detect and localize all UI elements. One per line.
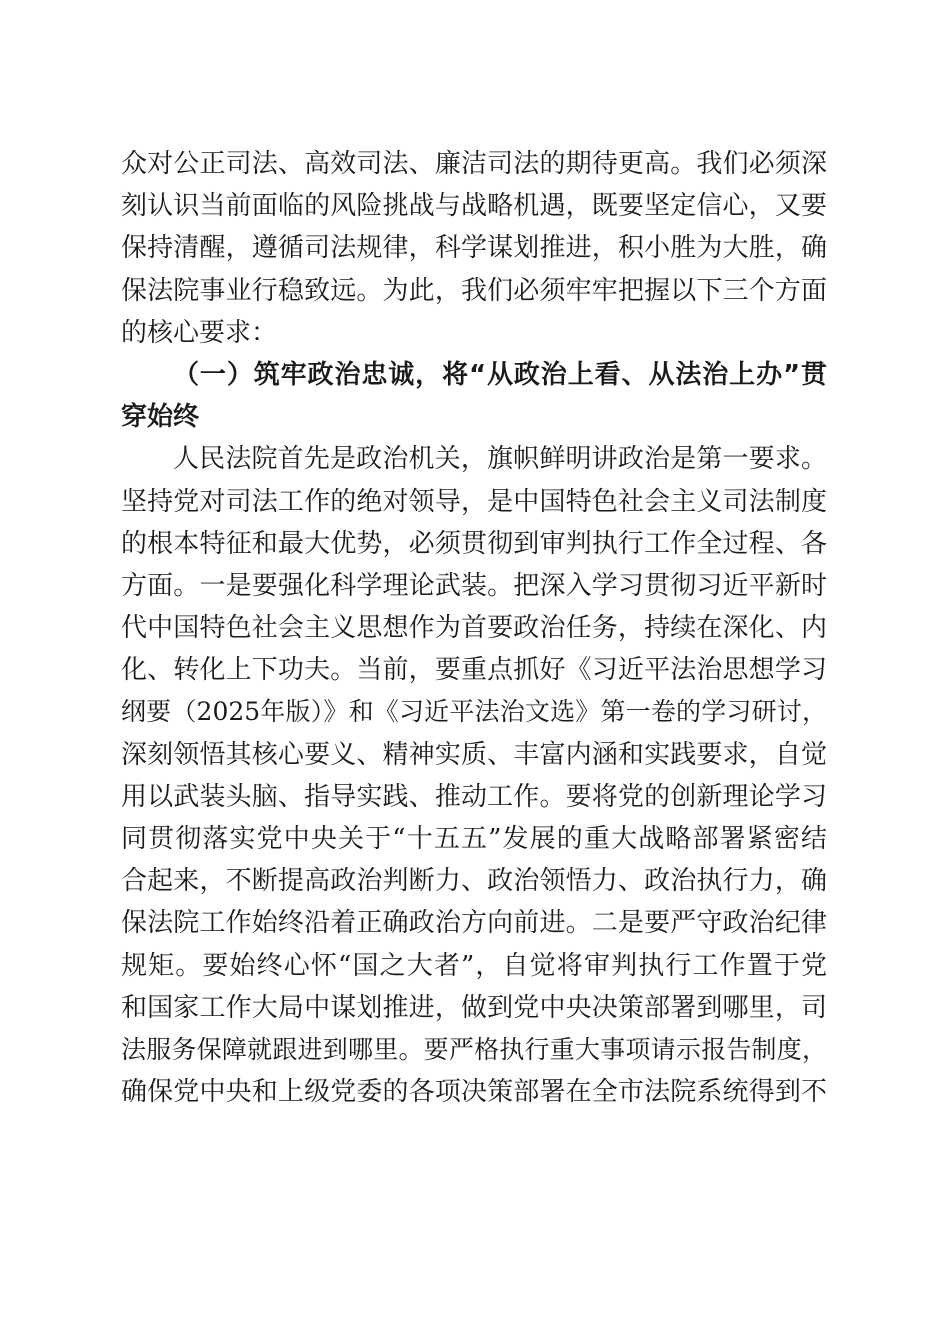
document-body — [121, 143, 827, 1113]
text-line: 保法院事业行稳致远。为此，我们必须牢牢把握以下三个方面 — [121, 275, 827, 306]
text-line: 代中国特色社会主义思想作为首要政治任务，持续在深化、内 — [121, 613, 827, 644]
heading-line: （一）筑牢政治忠诚，将“从政治上看、从法治上办”贯 — [173, 359, 827, 390]
text-line: 的核心要求： — [121, 317, 278, 348]
text-line: 法服务保障就跟进到哪里。要严格执行重大事项请示报告制度， — [121, 1034, 827, 1064]
text-line: 深刻领悟其核心要义、精神实质、丰富内涵和实践要求，自觉 — [121, 739, 827, 770]
heading-line: 穿始终 — [121, 402, 200, 433]
text-line: 保持清醒，遵循司法规律，科学谋划推进，积小胜为大胜，确 — [121, 233, 827, 264]
text-line: 坚持党对司法工作的绝对领导，是中国特色社会主义司法制度 — [121, 486, 827, 517]
text-line: 众对公正司法、高效司法、廉洁司法的期待更高。我们必须深 — [121, 149, 827, 179]
intro-paragraph — [121, 143, 827, 354]
text-line: 合起来，不断提高政治判断力、政治领悟力、政治执行力，确 — [121, 866, 827, 897]
body-paragraph — [121, 438, 827, 1113]
text-line: 保法院工作始终沿着正确政治方向前进。二是要严守政治纪律 — [121, 908, 827, 939]
text-line: 化、转化上下功夫。当前，要重点抓好《习近平法治思想学习 — [121, 655, 827, 686]
text-line: 方面。一是要强化科学理论武装。把深入学习贯彻习近平新时 — [121, 570, 827, 601]
text-line: 用以武装头脑、指导实践、推动工作。要将党的创新理论学习 — [121, 781, 827, 812]
text-line: 规矩。要始终心怀“国之大者”，自觉将审判执行工作置于党 — [121, 950, 827, 981]
text-line: 同贯彻落实党中央关于“十五五”发展的重大战略部署紧密结 — [121, 824, 827, 854]
section-heading — [121, 354, 827, 438]
text-line: 刻认识当前面临的风险挑战与战略机遇，既要坚定信心，又要 — [121, 191, 827, 222]
text-line: 纲要（2025年版）》和《习近平法治文选》第一卷的学习研讨， — [121, 697, 827, 727]
text-line: 人民法院首先是政治机关，旗帜鲜明讲政治是第一要求。 — [173, 444, 827, 475]
text-line: 和国家工作大局中谋划推进，做到党中央决策部署到哪里，司 — [121, 992, 827, 1023]
text-line: 确保党中央和上级党委的各项决策部署在全市法院系统得到不 — [121, 1077, 827, 1108]
text-line: 的根本特征和最大优势，必须贯彻到审判执行工作全过程、各 — [121, 528, 827, 559]
